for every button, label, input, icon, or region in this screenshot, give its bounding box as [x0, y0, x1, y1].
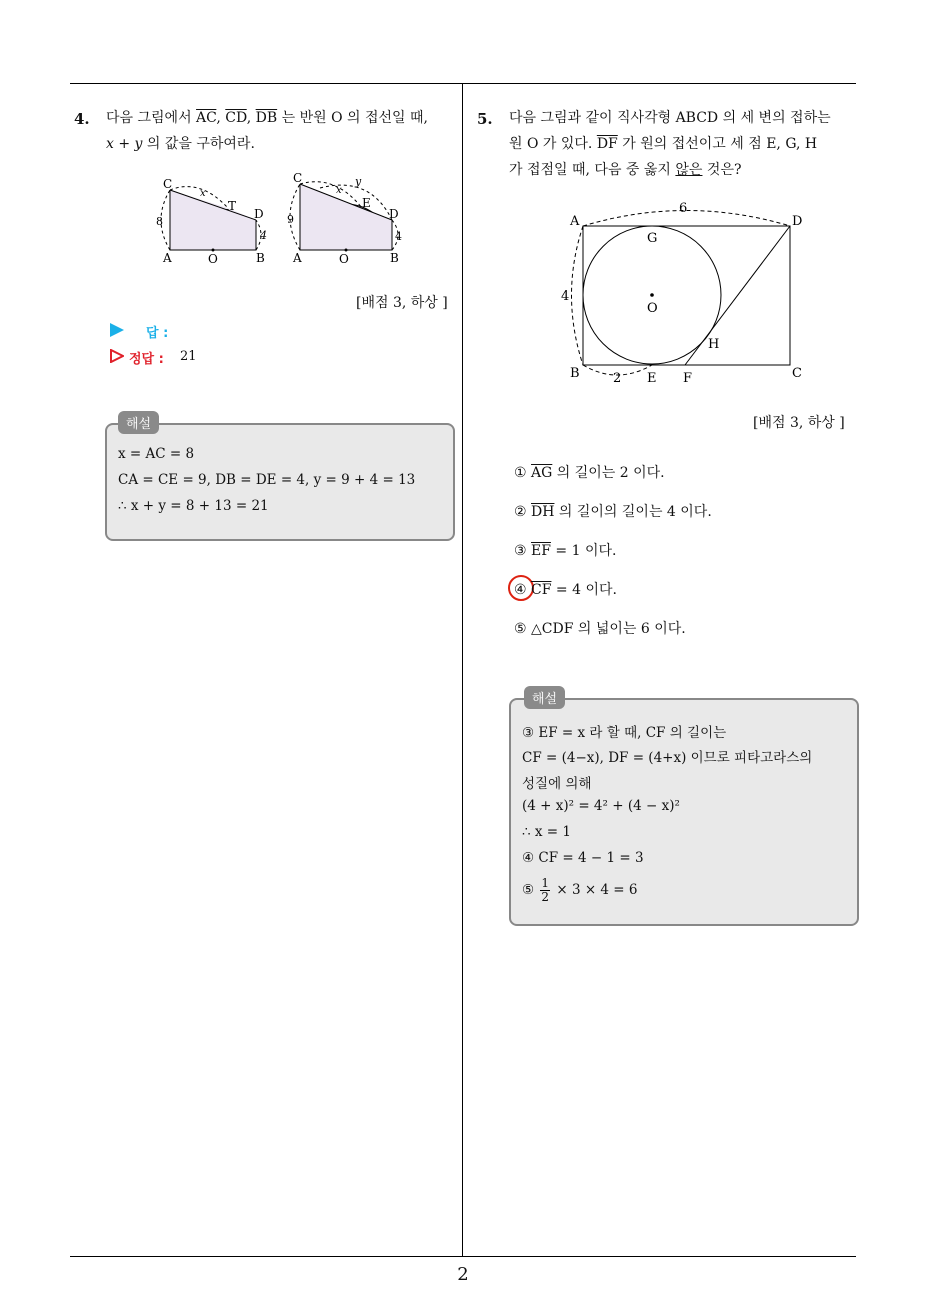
correct-label: 정답 :	[129, 352, 164, 367]
label-b: B	[570, 366, 580, 381]
fig2-label-c: C	[293, 171, 303, 185]
problem-number: 5.	[477, 110, 493, 128]
choice-2[interactable]: ② $\overline{DH}$ 의 길이의 길이는 4 이다.	[514, 504, 712, 520]
score-label: [배점 3, 하상 ]	[753, 415, 845, 431]
play-icon	[110, 323, 124, 337]
label-top-6: 6	[679, 201, 688, 216]
fig2-label-a: A	[293, 251, 302, 265]
choice-1[interactable]: ① $\overline{AG}$ 의 길이는 2 이다.	[514, 465, 665, 481]
problem-number: 4.	[74, 110, 90, 128]
label-a: A	[570, 214, 580, 229]
label-h: H	[708, 337, 720, 352]
answer-label: 답 :	[146, 326, 169, 341]
fig1-label-x: x	[200, 188, 206, 199]
solution-line-6: ④ CF = 4 − 1 = 3	[522, 850, 644, 866]
choice-5[interactable]: ⑤ △CDF 의 넓이는 6 이다.	[514, 621, 686, 637]
problem-text-line1: 다음 그림에서 $\overline{AC}$, $\overline{CD}$, $\overline{DB}$ 는 반원 O 의 접선일 때,	[106, 110, 428, 126]
fig2-label-b: B	[390, 251, 399, 265]
fig1-label-8: 8	[156, 215, 163, 228]
solution-line-5: ∴ x = 1	[522, 824, 571, 840]
label-g: G	[647, 231, 658, 246]
solution-line-3: 성질에 의해	[522, 776, 592, 792]
label-c: C	[792, 366, 802, 381]
label-e: E	[647, 371, 657, 386]
fig1-label-o: O	[208, 252, 218, 266]
solution-line-1: x = AC = 8	[118, 446, 195, 462]
bottom-rule	[70, 1256, 856, 1257]
fraction-denominator: 2	[541, 890, 550, 904]
fig1-label-b: B	[256, 251, 265, 265]
play-outline-icon	[110, 349, 124, 363]
figure-2	[287, 171, 402, 266]
fig2-label-9: 9	[287, 213, 294, 226]
label-f: F	[683, 371, 693, 386]
rectangle-circle-figure	[555, 195, 815, 395]
problem-text-line1: 다음 그림과 같이 직사각형 ABCD 의 세 변의 접하는	[509, 110, 831, 126]
figure-1	[156, 177, 267, 266]
top-rule	[70, 83, 856, 84]
choice-4[interactable]: ④ $\overline{CF} = 4$ 이다.	[514, 582, 617, 598]
label-o: O	[647, 301, 658, 316]
label-left-4: 4	[561, 289, 570, 304]
solution-line-2: CF = (4−x), DF = (4+x) 이므로 피타고라스의	[522, 750, 813, 766]
solution-line-4: (4 + x)² = 4² + (4 − x)²	[522, 798, 680, 814]
problem-text-line2: 원 O 가 있다. $\overline{DF}$ 가 원의 접선이고 세 점 E, G, H	[509, 136, 818, 152]
label-bottom-2: 2	[613, 371, 622, 386]
fig1-label-a: A	[163, 251, 172, 265]
solution-tag: 해설	[524, 686, 565, 709]
fig2-label-d: D	[389, 207, 399, 221]
fig2-label-y: y	[355, 175, 362, 188]
solution-line-7: ⑤ $\frac{1}{2}$ × 3 × 4 = 6	[522, 876, 638, 904]
fig1-label-c: C	[163, 177, 173, 191]
fig2-label-4: 4	[395, 230, 402, 243]
solution-line-3: ∴ x + y = 8 + 13 = 21	[118, 498, 269, 514]
problem-text-line3: 가 접점일 때, 다음 중 옳지 않은 것은?	[509, 162, 742, 178]
label-d: D	[792, 214, 803, 229]
page-number: 2	[457, 1264, 469, 1285]
column-divider	[462, 83, 463, 1256]
fig1-label-d: D	[254, 207, 264, 221]
correct-value: 21	[180, 349, 197, 364]
score-label: [배점 3, 하상 ]	[356, 295, 448, 311]
fraction-numerator: 1	[541, 876, 550, 890]
fig1-label-t: T	[228, 199, 237, 213]
solution-tag: 해설	[118, 411, 159, 434]
fig2-label-o: O	[339, 252, 349, 266]
solution-line-1: ③ EF = x 라 할 때, CF 의 길이는	[522, 725, 727, 741]
fig2-label-e: E	[362, 196, 371, 210]
semicircle-figures	[150, 170, 460, 270]
fig2-label-x: x	[336, 185, 342, 196]
solution-line-2: CA = CE = 9, DB = DE = 4, y = 9 + 4 = 13	[118, 472, 416, 488]
choice-3[interactable]: ③ $\overline{EF} = 1$ 이다.	[514, 543, 617, 559]
fig1-label-4: 4	[260, 229, 267, 242]
problem-text-line2: x + y 의 값을 구하여라.	[106, 136, 255, 152]
